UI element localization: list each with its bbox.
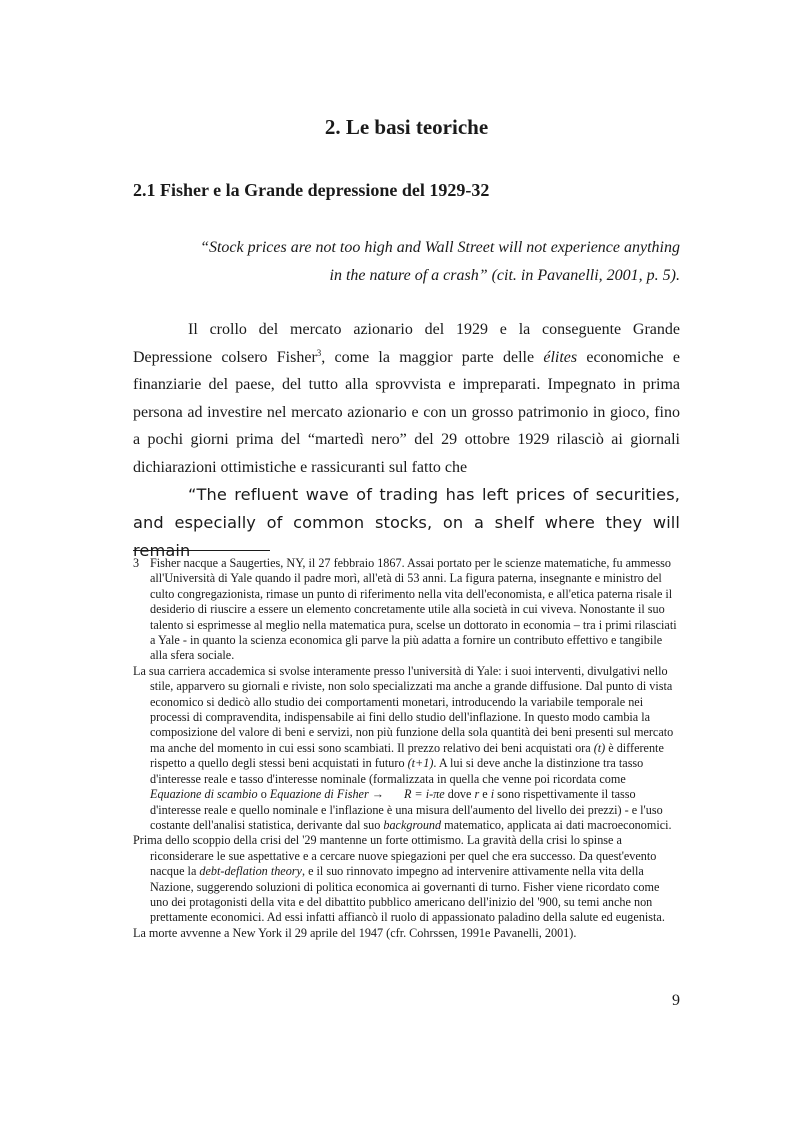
footnote-separator (133, 550, 270, 551)
body-paragraph (133, 316, 680, 481)
footnote-paragraph-1 (133, 556, 680, 664)
footnote-italic-term: (t) (593, 740, 606, 755)
debt-deflation-term: debt-deflation theory (199, 864, 302, 879)
chapter-title: 2. Le basi teoriche (324, 115, 489, 139)
fisher-formula: R = i-πe (403, 787, 445, 802)
variable-r: r (474, 787, 480, 802)
footnote-text: Prima dello scoppio della crisi del '29 mantenne un forte ottimismo. La gravità della crisi lo spinse a riconsiderare le sue aspettative e a cercare nuove spiegazioni per quel che era successo. Da quest'evento nacque la (133, 833, 657, 879)
footnote-text: matematico, applicata ai dati macroeconomici. (441, 817, 672, 832)
footnote-paragraph-3 (133, 833, 680, 925)
epigraph (133, 234, 680, 290)
footnote-reference: 3 (316, 347, 322, 358)
page-number: 9 (672, 992, 680, 1009)
footnote-number: 3 (133, 556, 140, 570)
footnote-text: , e il suo rinnovato impegno ad intervenire attivamente nella vita della Nazione, suggerendo soluzioni di politica economica ai governanti di turno. Fisher viene ricordato come uno dei protagonisti della vita e del dibattito pubblico americano dell'inizio del '900, su temi anche non prettamente economici. Ad essi infatti affiancò il ruolo di appassionato paladino della salute ed eugenista. (150, 864, 665, 925)
section-title: 2.1 Fisher e la Grande depressione del 1929-32 (133, 180, 490, 200)
footnote-text: o (257, 787, 270, 802)
footnote-text: . A lui si deve anche la distinzione tra tasso d'interesse reale e tasso d'interesse nominale (formalizzata in quella che venne poi ricordata come (150, 756, 644, 786)
body-text-part-1: Il crollo del mercato azionario del 1929 e la conseguente Grande Depressione colsero Fisher (133, 321, 680, 366)
elites-term: élites (543, 348, 578, 366)
equation-name-1: Equazione di scambio (150, 787, 258, 802)
quote-text: “The refluent wave of trading has left prices of securities, and especially of common stocks, on a shelf where they will remain (133, 485, 680, 560)
footnote-text: La sua carriera accademica si svolse interamente presso l'università di Yale: i suoi interventi, divulgativi nello stile, apparvero su giornali e riviste, non solo specializzati ma anche a grande diffusione. Dal punto di vista economico si dedicò allo studio dei comportamenti monetari, introducendo la variabile temporale nei processi di compravendita, indispensabile ai fini dello studio dell'inflazione. In questo modo cambia la composizione del valore di beni e servizi, non più funzione della sola quantità dei beni presenti sul mercato ma anche del momento in cui essi sono scambiati. Il prezzo relativo dei beni acquistati ora (133, 663, 674, 755)
footnote-text: e (479, 787, 491, 802)
epigraph-line-1: “Stock prices are not too high and Wall Street will not experience anything (200, 239, 680, 256)
footnote-italic-term: background (383, 817, 442, 832)
epigraph-line-2: in the nature of a crash” (cit. in Pavanelli, 2001, p. 5). (329, 267, 680, 284)
footnote-paragraph-2 (133, 664, 680, 833)
footnote-italic-term: (t+1) (407, 756, 434, 771)
footnote (133, 556, 680, 941)
footnote-paragraph-4: La morte avvenne a New York il 29 aprile del 1947 (cfr. Cohrssen, 1991e Pavanelli, 2001). (133, 925, 577, 940)
footnote-text: è differente rispetto a quello degli stessi beni acquistati in futuro (150, 740, 664, 771)
block-quote (133, 481, 680, 565)
footnote-text: sono rispettivamente il tasso d'interesse reale e quello nominale e l'inflazione è una misura dell'aumento del livello dei prezzi) - e l'uso costante dell'analisi statistica, derivante dal suo (150, 787, 663, 832)
body-text-part-2: , come la maggior parte delle (321, 348, 544, 366)
footnote-text: dove (444, 787, 475, 802)
body-text-part-3: economiche e finanziarie del paese, del tutto alla sprovvista e impreparati. Impegnato in prima persona ad investire nel mercato azionario e con un grosso patrimonio in gioco, fino a pochi giorni prima del “martedì nero” del 29 ottobre 1929 rilasciò ai giornali dichiarazioni ottimistiche e rassicuranti sul fatto che (133, 348, 680, 476)
equation-name-2: Equazione di Fisher → (269, 787, 384, 802)
variable-i: i (490, 787, 495, 802)
footnote-paragraph-1-text: Fisher nacque a Saugerties, NY, il 27 febbraio 1867. Assai portato per le scienze matematiche, fu ammesso all'Università di Yale quando il padre morì, all'età di 53 anni. La figura paterna, insegnante e ministro del culto congregazionista, rimase un punto di riferimento nella vita dell'economista, e all'etica paterna risale il desiderio di riuscire a essere un elemento concretamente utile alla società in cui viveva. Nonostante il suo talento si esprimesse al meglio nella matematica pura, scelse un dottorato in economia – tra i primi rilasciati a Yale - in quanto la scienza economica gli parve la più adatta a fornire un contributo effettivo e tangibile alla sfera sociale. (150, 556, 677, 663)
